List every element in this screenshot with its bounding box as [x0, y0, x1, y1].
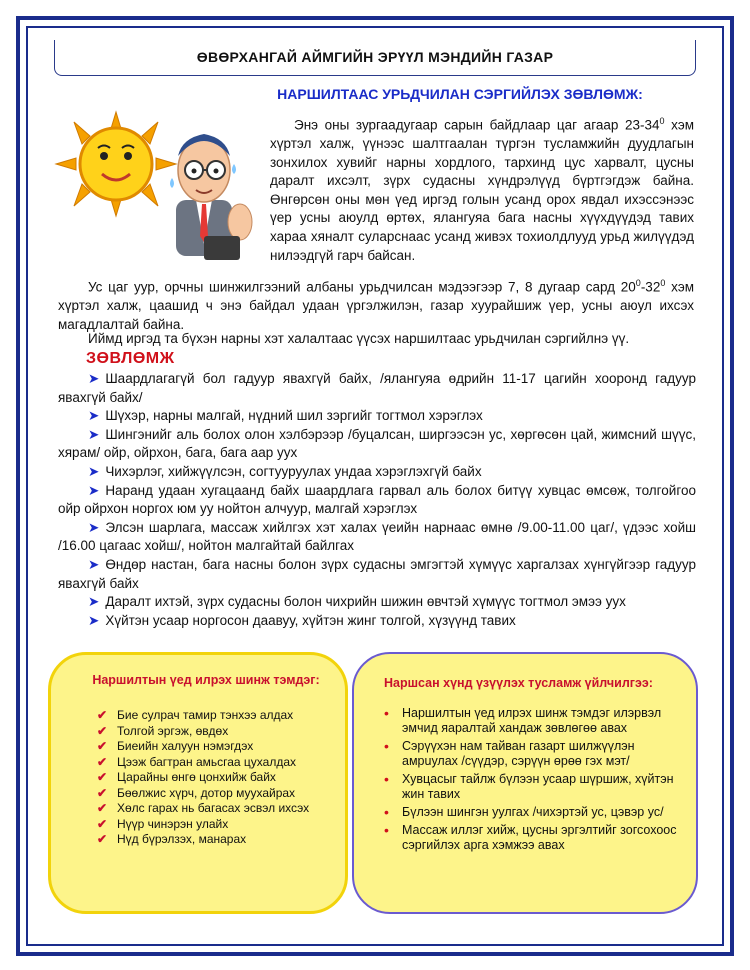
advice-item	[58, 463, 696, 482]
arrow-icon: ➤	[88, 612, 100, 628]
symptom-item-text: Бие сулрач тамир тэнхээ алдах	[117, 708, 294, 722]
checkmark-icon: ✔	[97, 832, 108, 846]
checkmark-icon: ✔	[97, 739, 108, 753]
checkmark-icon: ✔	[97, 816, 108, 831]
advice-item-text: Шүхэр, нарны малгай, нүдний шил зэргийг тогтмол хэрэглэх	[105, 408, 483, 424]
advice-item-text: Элсэн шарлага, массаж хийлгэх хэт халах үеийн нарнаас өмнө /9.00-11.00 цаг/, үдээс хойш /16.00 цагаас хойш/, нойтон малгайтай байлгах	[58, 519, 696, 554]
arrow-icon: ➤	[88, 519, 100, 535]
arrow-icon: ➤	[88, 482, 100, 498]
symptom-item	[95, 740, 345, 754]
aid-item	[382, 805, 682, 820]
aid-item	[382, 772, 682, 802]
forecast-paragraph: Ус цаг уур, орчны шинжилгээний албаны урьдчилсан мэдээгээр 7, 8 дугаар сард $20^0-32^0$ хэм хүртэл халж, цаашид ч энэ байдал удаан үргэлжилэн, газар хуурайшиж үер, усны аюул ихсэх магадлалтай байна.	[58, 278, 694, 332]
advice-item	[58, 612, 696, 631]
advice-item-text: Чихэрлэг, хийжүүлсэн, согтууруулах ундаа хэрэглэхгүй байх	[105, 463, 482, 479]
advice-item-text: Наранд удаан хугацаанд байх шаардлага гарвал аль болох битүү хувцас өмсөж, толгойгоо ойр ойрхон норгох юм уу нойтон алчуур, малгай хэрэглэх	[58, 482, 696, 517]
advice-item-text: Хүйтэн усаар норгосон даавуу, хүйтэн жинг толгой, хүзүүнд тавих	[105, 612, 516, 628]
arrow-icon: ➤	[88, 594, 100, 610]
aid-item-text: Бүлээн шингэн уулгах /чихэртэй ус, цэвэр ус/	[402, 805, 664, 819]
bullet-icon: •	[384, 705, 389, 721]
bullet-icon: •	[384, 771, 389, 787]
advice-item-text: Шингэнийг аль болох олон хэлбэрээр /буцалсан, ширгээсэн ус, хөргөсөн цай, жимсний шүүс, хярам/ ойр, ойрхон, бага, бага аар уух	[58, 426, 696, 461]
advice-item-text: Шаардлагагүй бол гадуур явахгүй байх, /ялангуяа өдрийн 11-17 цагийн хооронд гадуур явахгүй байх/	[58, 371, 696, 405]
arrow-icon: ➤	[88, 556, 100, 572]
arrow-icon: ➤	[88, 371, 100, 386]
advice-item	[58, 426, 696, 463]
advice-item-text: Даралт ихтэй, зүрх судасны болон чихрийн шижин өвчтэй хүмүүс тогтмол эмээ уух	[105, 594, 626, 610]
advice-item	[58, 482, 696, 519]
checkmark-icon: ✔	[97, 754, 108, 769]
symptom-item-text: Биеийн халуун нэмэгдэх	[117, 739, 254, 753]
sun-icon	[56, 112, 176, 216]
bullet-icon: •	[384, 804, 389, 820]
aid-box	[352, 652, 698, 914]
checkmark-icon: ✔	[97, 708, 108, 722]
aid-title: Наршсан хүнд үзүүлэх тусламж үйлчилгээ:	[384, 676, 653, 690]
symptoms-box	[48, 652, 348, 914]
symptoms-title: Наршилтын үед илрэх шинж тэмдэг:	[92, 673, 320, 687]
sweating-man-icon	[170, 134, 252, 260]
symptom-item	[95, 802, 345, 816]
aid-item-text: Хувцасыг тайлж бүлээн усаар шүршиж, хүйтэн жин тавих	[402, 772, 674, 801]
symptom-item	[95, 756, 345, 770]
aid-item	[382, 823, 682, 853]
page-header: ӨВӨРХАНГАЙ АЙМГИЙН ЭРҮҮЛ МЭНДИЙН ГАЗАР	[54, 40, 696, 76]
checkmark-icon: ✔	[97, 785, 108, 800]
call-paragraph: Иймд иргэд та бүхэн нарны хэт халалтаас үүсэх наршилтаас урьдчилан сэргийлнэ үү.	[88, 331, 630, 346]
aid-item-text: Сэрүүхэн нам тайван газарт шилжүүлэн амрuулах /сүүдэр, сэрүүн өрөө гэх мэт/	[402, 739, 635, 768]
bullet-icon: •	[384, 822, 389, 838]
advice-heading: ЗӨВЛӨМЖ	[86, 350, 175, 367]
aid-item-text: Массаж иллэг хийж, цусны эргэлтийг зогсохоос сэргийлэх арга хэмжээ авах	[402, 823, 677, 852]
page-subtitle: НАРШИЛТААС УРЬДЧИЛАН СЭРГИЙЛЭХ ЗӨВЛӨМЖ:	[277, 86, 643, 102]
advice-item	[58, 407, 696, 426]
symptoms-list	[95, 709, 345, 849]
arrow-icon: ➤	[88, 426, 100, 442]
advice-item	[58, 519, 696, 556]
symptom-item	[95, 725, 345, 739]
advice-list	[58, 370, 696, 630]
symptom-item	[95, 818, 345, 832]
intro-paragraph: Энэ оны зургаадугаар сарын байдлаар цаг агаар $23-34^0$ хэм хүртэл халж, үүнээс шалтгаалан түргэн тусламжийн дуудлагын зонхилох хувийг нарны хордлого, тархинд цус харвалт, цусны даралт ихсэлт, зүрх судасны хүндрэлүүд бүртгэгдэж байна. Өнгөрсөн оны мөн үед иргэд голын усанд орох явдал ихэссэнээс үер усны аюулд өртөх, ялангуяа бага насны хүүхдүүдэд тавих хараа хяналт суларснаас усанд живэх тохиолдлууд урьд жилүүдэд нилээдгүй гарч байсан.	[270, 116, 694, 263]
symptom-item	[95, 709, 345, 723]
symptom-item	[95, 771, 345, 785]
advice-item	[58, 556, 696, 593]
symptom-item-text: Нүд бүрэлзэх, манарах	[117, 832, 247, 846]
aid-item	[382, 706, 682, 736]
symptom-item-text: Цээж багтран амьсгаа цухалдах	[117, 754, 296, 769]
checkmark-icon: ✔	[97, 770, 108, 784]
symptom-item-text: Толгой эргэж, өвдөх	[117, 723, 229, 738]
symptom-item-text: Бөөлжис хүрч, дотор муухайрах	[117, 785, 296, 800]
advice-item	[58, 370, 696, 407]
aid-list	[382, 706, 682, 856]
aid-item-text: Наршилтын үед илрэх шинж тэмдэг илэрвэл эмчид яаралтай хандаж зөвлөгөө авах	[402, 706, 662, 735]
arrow-icon: ➤	[88, 463, 100, 479]
bullet-icon: •	[384, 738, 389, 754]
symptom-item	[95, 833, 345, 847]
symptom-item	[95, 787, 345, 801]
symptom-item-text: Хөлс гарах нь багасах эсвэл ихсэх	[117, 801, 310, 815]
advice-item-text: Өндөр настан, бага насны болон зүрх судасны эмгэгтэй хүмүүс харгалзах хүнгүйгээр гадуур явахгүй байх	[58, 556, 696, 591]
arrow-icon: ➤	[88, 408, 100, 424]
symptom-item-text: Нүүр чинэрэн улайх	[117, 816, 229, 831]
sun-and-man-illustration	[54, 104, 264, 264]
advice-item	[58, 593, 696, 612]
aid-item	[382, 739, 682, 769]
checkmark-icon: ✔	[97, 801, 108, 815]
checkmark-icon: ✔	[97, 723, 108, 738]
symptom-item-text: Царайны өнгө цонхийж байх	[117, 770, 276, 784]
